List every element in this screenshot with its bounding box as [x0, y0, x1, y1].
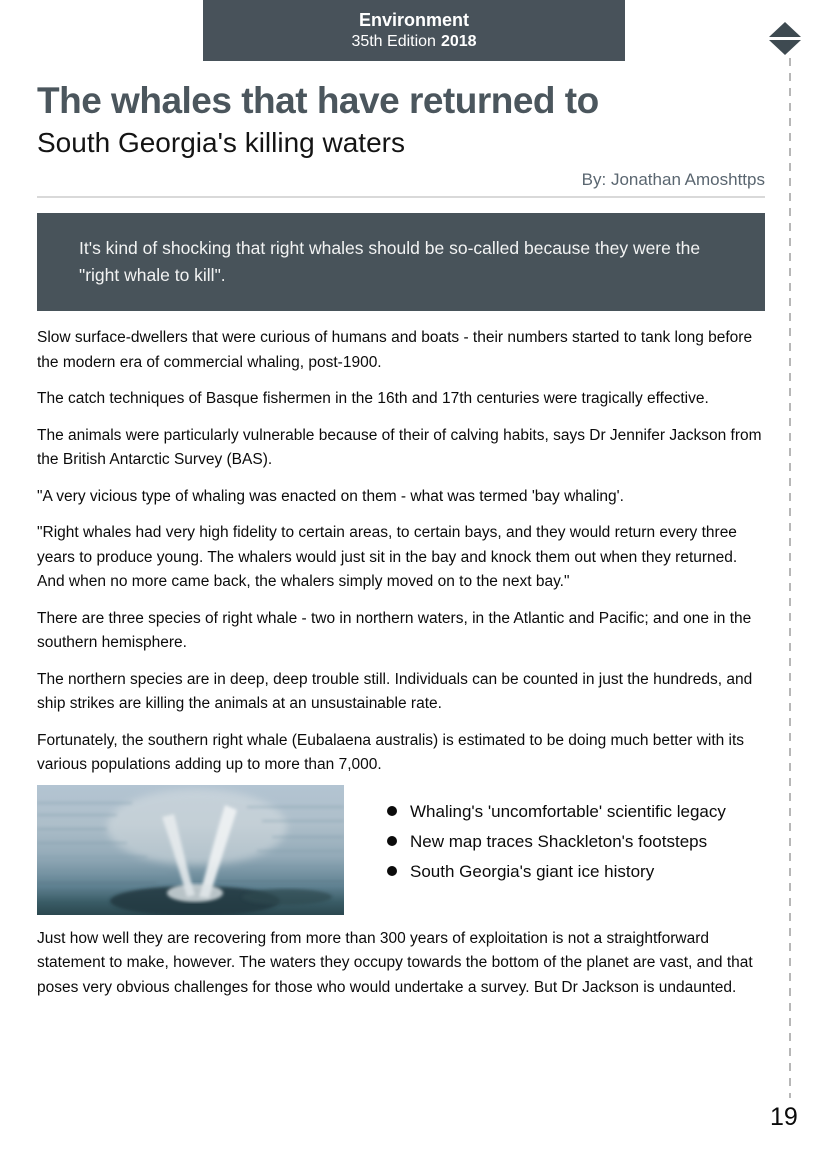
- paragraph: "A very vicious type of whaling was enacted on them - what was termed 'bay whaling'.: [37, 487, 624, 505]
- bullet-icon: [387, 866, 397, 876]
- paragraph: The northern species are in deep, deep trouble still. Individuals can be counted in just the hundreds, and ship strikes are killing the animals at an unsustainable rate.: [37, 670, 753, 712]
- paragraph: Slow surface-dwellers that were curious of humans and boats - their numbers started to tank long before the modern era of commercial whaling, post-1900.: [37, 329, 753, 371]
- edition-label: 35th Edition: [351, 33, 436, 50]
- edition-year: 2018: [440, 33, 477, 50]
- triangle-down-icon: [769, 40, 801, 55]
- article-content: [37, 80, 765, 1000]
- pull-quote: It's kind of shocking that right whales should be so-called because they were the "right whale to kill".: [37, 213, 765, 311]
- list-item: [387, 827, 726, 857]
- paragraph: The catch techniques of Basque fishermen in the 16th and 17th centuries were tragically effective.: [37, 390, 709, 407]
- whale-blow-photo: [37, 785, 344, 915]
- publication-name: Environment: [358, 10, 469, 30]
- paragraph: "Right whales had very high fidelity to certain areas, to certain bays, and they would return every three years to produce young. The whalers would just sit in the bay and knock them out when they returned. And when no more came back, the whalers simply moved on to the next bay.": [37, 524, 738, 590]
- sort-diamond-icon[interactable]: [768, 22, 802, 56]
- media-row: [37, 785, 765, 915]
- paragraph: There are three species of right whale - two in northern waters, in the Atlantic and Pacific; and one in the southern hemisphere.: [37, 609, 752, 651]
- list-item: [387, 797, 726, 827]
- related-link-label: New map traces Shackleton's footsteps: [410, 831, 708, 851]
- edition-banner: [203, 0, 625, 61]
- bullet-icon: [387, 806, 397, 816]
- page-number: 19: [770, 1103, 798, 1131]
- paragraph: Fortunately, the southern right whale (Eubalaena australis) is estimated to be doing much better with its various populations adding up to more than 7,000.: [37, 731, 745, 773]
- triangle-up-icon: [769, 22, 801, 37]
- byline-divider: [37, 196, 765, 198]
- article-title: The whales that have returned to: [37, 80, 599, 121]
- list-item: [387, 857, 726, 887]
- byline: By: Jonathan Amoshttps: [581, 170, 765, 189]
- closing-paragraph: Just how well they are recovering from more than 300 years of exploitation is not a straightforward statement to make, however. The waters they occupy towards the bottom of the planet are vast, and that poses very obvious challenges for those who would undertake a survey. But Dr Jackson is undaunted.: [37, 929, 753, 996]
- article-subtitle: South Georgia's killing waters: [37, 127, 405, 158]
- paragraph: The animals were particularly vulnerable because of their of calving habits, says Dr Jennifer Jackson from the British Antarctic Survey (BAS).: [37, 426, 762, 468]
- related-links-list: [387, 785, 726, 887]
- related-link-label: Whaling's 'uncomfortable' scientific legacy: [410, 801, 726, 821]
- bullet-icon: [387, 836, 397, 846]
- edition-line: [203, 31, 625, 52]
- related-link-label: South Georgia's giant ice history: [410, 861, 655, 881]
- page-edge-dashed-divider: [789, 58, 791, 1098]
